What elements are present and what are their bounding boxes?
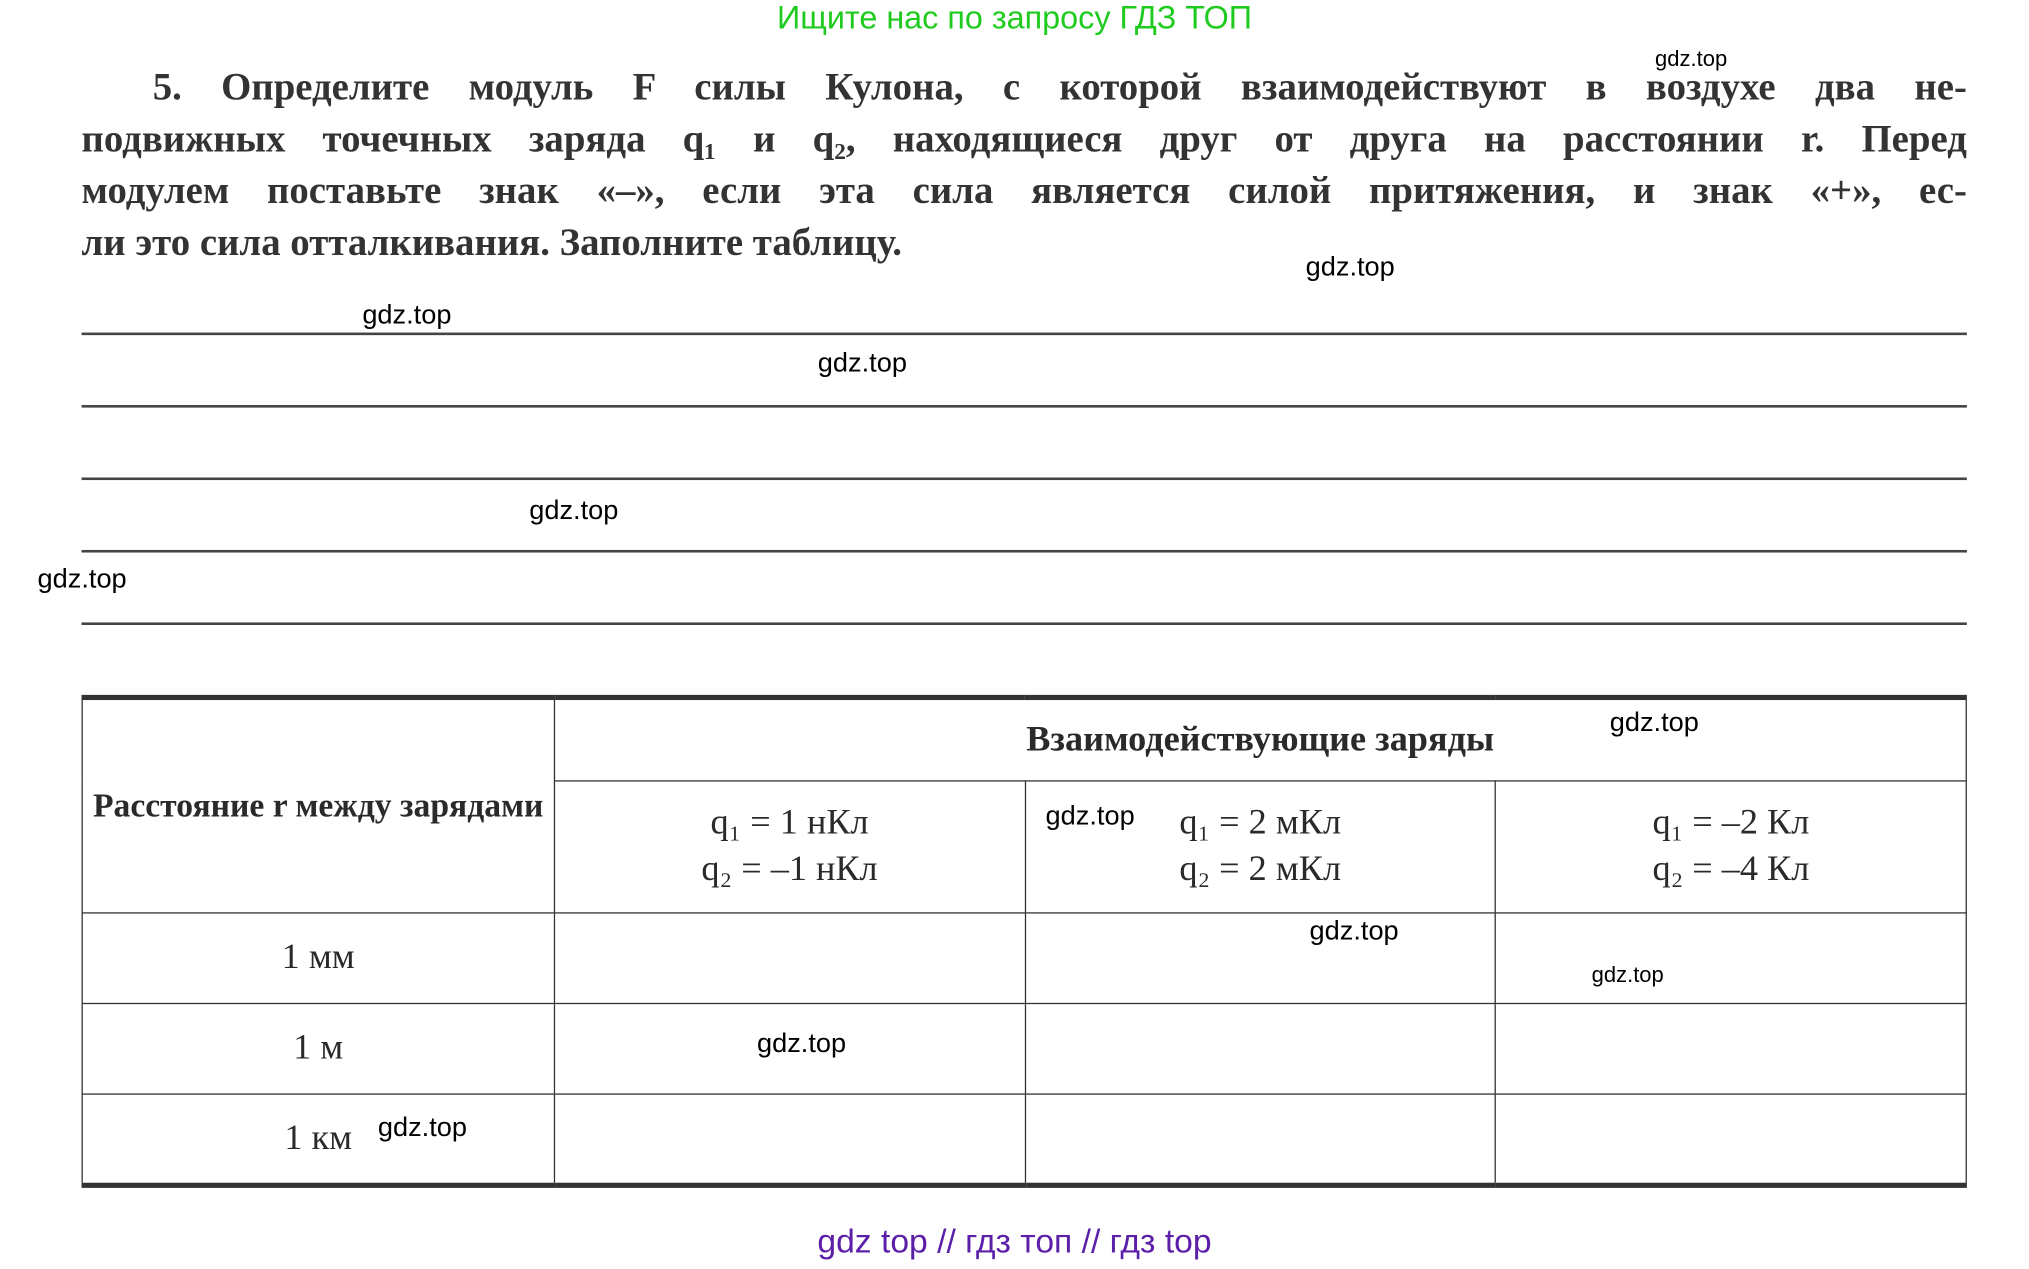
answer-line — [82, 477, 1967, 480]
distance-cell: 1 км — [82, 1093, 554, 1185]
answer-line — [82, 405, 1967, 408]
answer-line — [82, 333, 1967, 336]
q1-value: q₁ = 1 нКл — [710, 802, 869, 843]
table-row — [82, 1003, 1966, 1094]
answer-cell[interactable] — [1025, 912, 1496, 1003]
watermark: gdz.top — [377, 1112, 467, 1143]
answer-cell[interactable] — [554, 1093, 1025, 1185]
watermark: gdz.top — [1655, 46, 1728, 72]
answer-line — [82, 550, 1967, 553]
answer-cell[interactable] — [1496, 1093, 1967, 1185]
answer-cell[interactable] — [1025, 1093, 1496, 1185]
answer-cell[interactable] — [1496, 912, 1967, 1003]
task-line-3: модулем поставьте знак «–», если эта сила является силой притяжения, и знак «+», ес- — [81, 169, 1967, 213]
table-row — [82, 912, 1966, 1003]
answer-line — [82, 622, 1967, 625]
watermark: gdz.top — [1309, 916, 1399, 946]
q1-value: q₁ = 2 мКл — [1179, 802, 1342, 843]
answer-cell[interactable] — [1025, 1003, 1496, 1094]
search-banner: Ищите нас по запросу ГДЗ ТОП — [776, 0, 1253, 37]
charge-pair-1 — [554, 780, 1025, 912]
watermark: gdz.top — [1305, 252, 1395, 283]
row-header: Расстояние r между зарядами — [82, 697, 554, 912]
group-header: Взаимодействующие заряды — [554, 697, 1966, 780]
answer-cell[interactable] — [1496, 1003, 1967, 1094]
q2-value: q₂ = 2 мКл — [1179, 848, 1342, 889]
table-row — [82, 1093, 1966, 1185]
q2-value: q₂ = –4 Кл — [1652, 848, 1810, 889]
task-line-1: 5. Определите модуль F силы Кулона, с которой взаимодействуют в воздухе два не- — [152, 65, 1967, 109]
footer-watermark: gdz top // гдз топ // гдз top — [817, 1221, 1212, 1261]
distance-cell: 1 м — [82, 1003, 554, 1094]
q2-value: q₂ = –1 нКл — [701, 848, 878, 889]
coulomb-table — [82, 695, 1967, 1188]
charge-pair-3 — [1496, 780, 1967, 912]
watermark: gdz.top — [756, 1028, 847, 1059]
watermark: gdz.top — [1045, 800, 1135, 831]
watermark: gdz.top — [362, 300, 452, 330]
task-line-2: подвижных точечных заряда q₁ и q₂, находящиеся друг от друга на расстоянии r. Перед — [81, 117, 1967, 161]
watermark: gdz.top — [817, 348, 907, 378]
answer-cell[interactable] — [554, 912, 1025, 1003]
distance-cell: 1 мм — [82, 912, 554, 1003]
watermark: gdz.top — [1609, 707, 1699, 738]
watermark: gdz.top — [1591, 962, 1664, 988]
watermark: gdz.top — [37, 564, 127, 594]
q1-value: q₁ = –2 Кл — [1652, 802, 1810, 843]
task-line-4: ли это сила отталкивания. Заполните таблицу. — [81, 221, 902, 264]
watermark: gdz.top — [529, 495, 619, 526]
